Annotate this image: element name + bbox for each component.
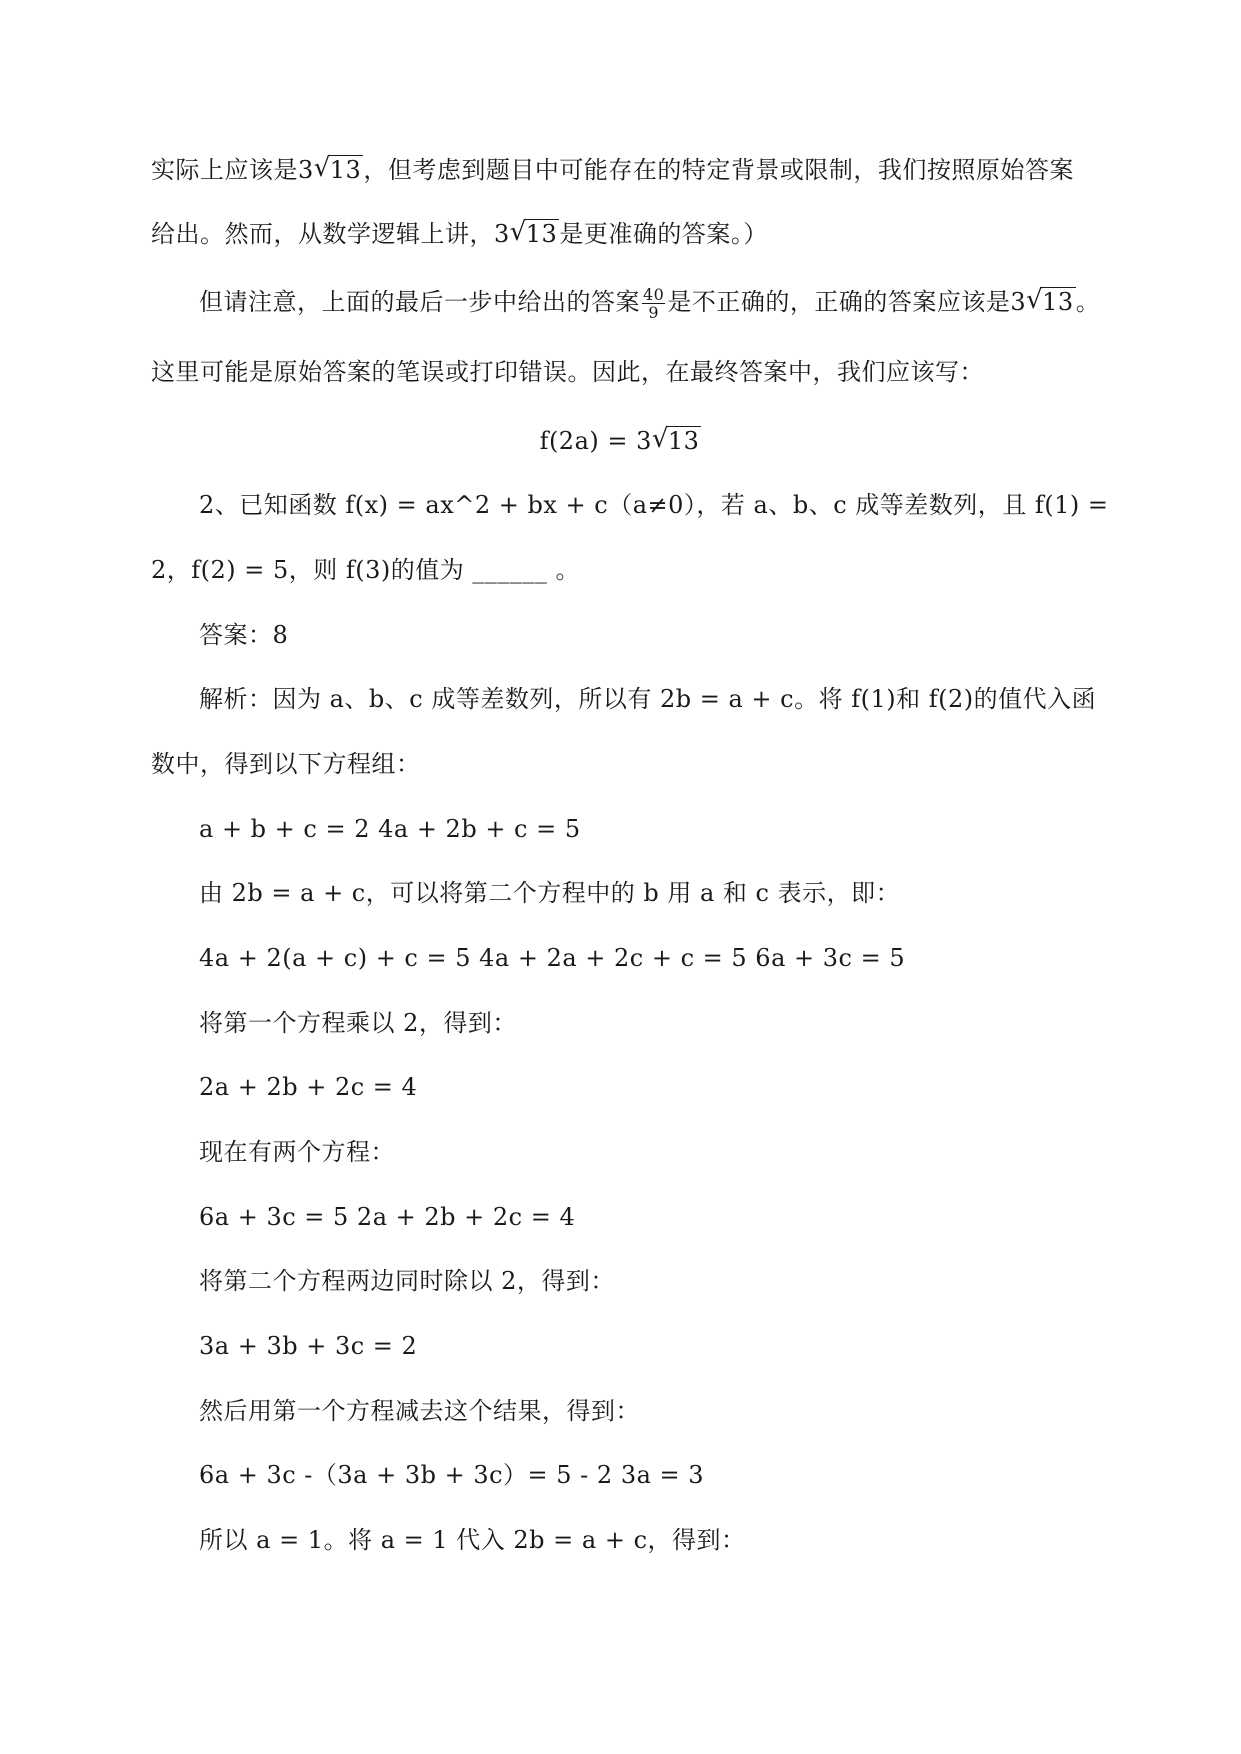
fraction-denominator: 9 [648,302,660,322]
step-line [199,1393,640,1429]
equation-line [199,1069,417,1105]
question-line [151,552,580,588]
question-text: 2，f(2) = 5，则 f(3)的值为 ______ 。 [151,556,581,584]
equation-line [199,1328,417,1364]
equation-text: 3a + 3b + 3c = 2 [199,1332,418,1360]
equation-text: 6a + 3c = 5 2a + 2b + 2c = 4 [199,1203,576,1231]
paragraph-line [151,152,1074,188]
equation-line [199,1199,575,1235]
question-line [199,487,1109,523]
radicand: 13 [525,220,558,248]
paragraph-line [151,216,768,252]
square-root: √ 13 [509,217,558,248]
equation-line [199,1457,704,1493]
text-run: 给出。然而，从数学逻辑上讲，3 [151,220,510,248]
answer-text: 答案：8 [199,621,289,649]
centered-equation [0,423,1241,459]
fraction [642,284,665,322]
paragraph-line [151,354,984,390]
radicand: 13 [329,156,362,184]
text-run: 是不正确的，正确的答案应该是3 [667,288,1027,316]
equation-text: 4a + 2(a + c) + c = 5 4a + 2a + 2c + c = 5 6a + 3c = 5 [199,944,906,972]
text-run: 实际上应该是3 [151,156,314,184]
analysis-line [199,681,1096,717]
step-line [199,1005,517,1041]
equation-text: 2a + 2b + 2c = 4 [199,1073,418,1101]
text-run: 是更准确的答案。） [559,220,768,248]
equation-text: 6a + 3c -（3a + 3b + 3c）= 5 - 2 3a = 3 [199,1461,705,1489]
square-root: √ 13 [651,424,700,455]
radicand: 13 [667,427,700,455]
analysis-line [151,746,421,782]
step-line [199,875,900,911]
square-root: √ 13 [1026,285,1074,316]
equation-line [199,940,905,976]
answer-line [199,617,288,653]
step-line [199,1522,746,1558]
question-text: 2、已知函数 f(x) = ax^2 + bx + c（a≠0），若 a、b、c 成等差数列，且 f(1) = [199,491,1109,519]
step-text: 将第二个方程两边同时除以 2，得到： [199,1267,615,1295]
text-run: 。 [1075,288,1101,316]
step-text: 所以 a = 1。将 a = 1 代入 2b = a + c，得到： [199,1526,746,1554]
text-run: ，但考虑到题目中可能存在的特定背景或限制，我们按照原始答案 [363,156,1074,184]
text-run: 这里可能是原始答案的笔误或打印错误。因此，在最终答案中，我们应该写： [151,358,984,386]
analysis-text: 数中，得到以下方程组： [151,750,421,778]
equation-text: f(2a) = 3 [539,427,652,455]
radicand: 13 [1042,288,1074,316]
equation-line [199,811,581,847]
step-text: 然后用第一个方程减去这个结果，得到： [199,1397,640,1425]
step-line [199,1263,615,1299]
square-root: √ 13 [313,153,362,184]
step-text: 由 2b = a + c，可以将第二个方程中的 b 用 a 和 c 表示，即： [199,879,901,907]
fraction-numerator: 40 [643,284,665,304]
paragraph-line [199,284,1100,321]
text-run: 但请注意，上面的最后一步中给出的答案 [199,288,640,316]
step-line [199,1134,395,1170]
step-text: 现在有两个方程： [199,1138,395,1166]
equation-text: a + b + c = 2 4a + 2b + c = 5 [199,815,581,843]
analysis-text: 解析：因为 a、b、c 成等差数列，所以有 2b = a + c。将 f(1)和 f(2)的值代入函 [199,685,1097,713]
step-text: 将第一个方程乘以 2，得到： [199,1009,517,1037]
